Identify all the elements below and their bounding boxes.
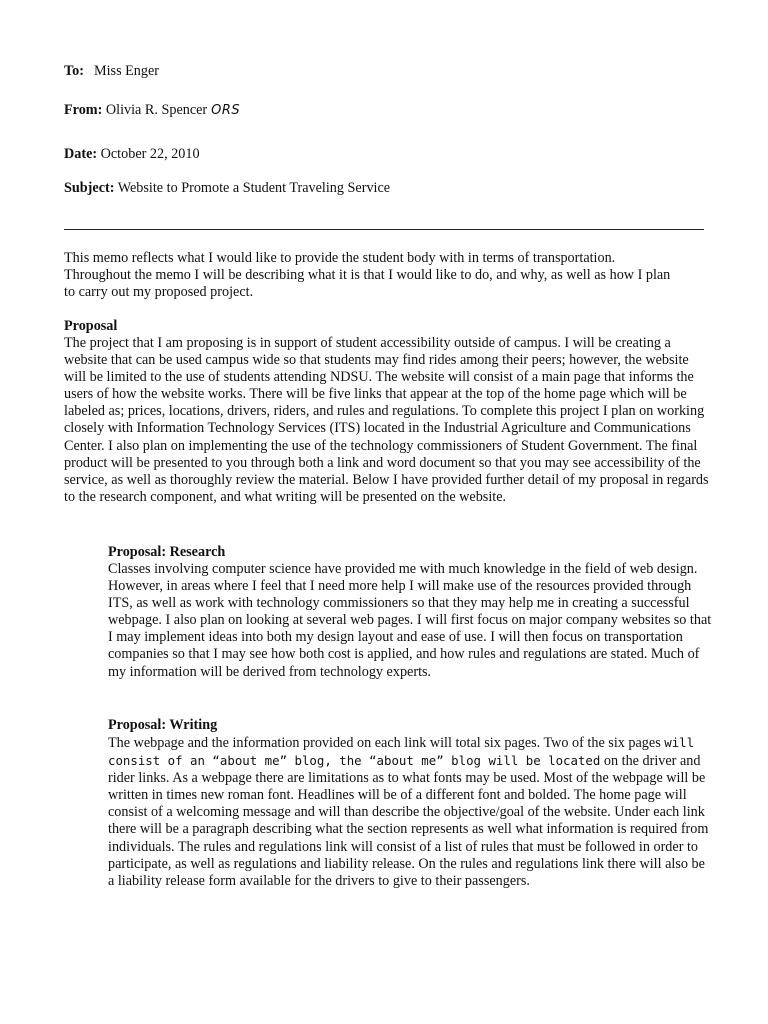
- memo-from-line: [64, 102, 240, 119]
- memo-to-line: [64, 63, 160, 80]
- from-label: From:: [64, 102, 103, 118]
- header-divider: [64, 229, 704, 230]
- writing-text-part1: The webpage and the information provided on each link will total six pages. Two of the six pages: [108, 735, 665, 751]
- date-label: Date:: [64, 146, 98, 162]
- writing-text-part2: on the driver and rider links. As a webpage there are limitations as to what fonts may be used. Most of the webpage will be written in times new roman font. Headlines will be of a different font and bolded. The home page will consist of a welcoming message and will than describe the objective/goal of the website. Under each link there will be a paragraph describing what the section represents as well what information is required from individuals. The rules and regulations link will consist of a list of rules that must be followed in order to participate, as well as regulations and liability release. On the rules and regulations link there will also be a liability release form available for the drivers to give to their passengers.: [108, 753, 709, 889]
- writing-heading: Proposal: Writing: [108, 717, 218, 733]
- subject-label: Subject:: [64, 180, 115, 196]
- research-paragraph: Classes involving computer science have provided me with much knowledge in the field of web design. However, in areas where I feel that I need more help I will make use of the resources provided through ITS, as well as work with technology commissioners so that they may help me in creating a successful webpage. I also plan on looking at several web pages. I will first focus on major company websites so that I may implement ideas into both my design layout and ease of use. I will then focus on transportation companies so that I may see how both cost is applied, and how rules and regulations are stated. Much of my information will be derived from technology experts.: [108, 561, 712, 680]
- to-value: Miss Enger: [94, 63, 160, 79]
- memo-subject-line: [64, 180, 390, 197]
- writing-text-odd-font: will consist of an “about me” blog, the “about me” blog will be located: [108, 735, 695, 769]
- from-initials: ORS: [211, 103, 241, 118]
- proposal-heading: Proposal: [64, 318, 118, 334]
- from-value: Olivia R. Spencer: [105, 102, 208, 118]
- to-label: To:: [64, 63, 84, 79]
- research-heading: Proposal: Research: [108, 544, 226, 560]
- proposal-paragraph: The project that I am proposing is in support of student accessibility outside of campus. I will be creating a website that can be used campus wide so that students may find rides among their peers; however, the website will be limited to the use of students attending NDSU. The website will consist of a main page that informs the users of how the website works. There will be five links that appear at the top of the home page which will be labeled as; prices, locations, drivers, riders, and rules and regulations. To complete this project I plan on working closely with Information Technology Services (ITS) located in the Industrial Agriculture and Communications Center. I also plan on implementing the use of the technology commissioners of Student Government. The final product will be presented to you through both a link and word document so that you may see accessibility of the service, as well as thoroughly review the material. Below I have provided further detail of my proposal in regards to the research component, and what writing will be presented on the website.: [64, 335, 709, 505]
- writing-paragraph: [108, 734, 714, 890]
- date-value: October 22, 2010: [100, 146, 200, 162]
- intro-paragraph: This memo reflects what I would like to provide the student body with in terms of transportation. Throughout the memo I will be describing what it is that I would like to do, and why, as well as how I plan to carry out my proposed project.: [64, 250, 671, 301]
- memo-date-line: [64, 146, 200, 163]
- subject-value: Website to Promote a Student Traveling Service: [117, 180, 391, 196]
